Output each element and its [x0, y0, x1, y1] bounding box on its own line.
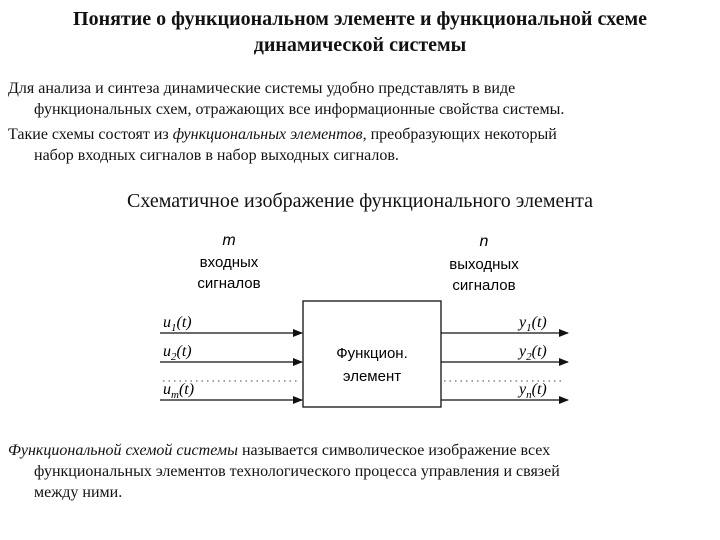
inputs-label-1: входных [199, 254, 259, 271]
outputs-count: n [479, 233, 489, 250]
inputs-label-2: сигналов [197, 275, 261, 292]
inputs-count: m [222, 232, 236, 249]
output-label-2: $y_2(t)$ [519, 343, 547, 363]
box-label-1: Функцион. [336, 345, 408, 362]
para2-term: функциональных элементов [172, 126, 363, 143]
paragraph-definition [8, 440, 708, 503]
para2-text-c: , преобразующих некоторый [362, 126, 557, 143]
para3-line3: между ними. [34, 484, 123, 501]
box-label-2: элемент [342, 368, 402, 385]
outputs-label-1: выходных [449, 256, 519, 273]
diagram-caption: Схематичное изображение функционального элемента [127, 190, 593, 212]
para2-text-a: Такие схемы состоят из [8, 126, 173, 143]
para3-term: Функциональной схемой системы [8, 442, 238, 459]
output-label-n: $y_n(t)$ [519, 381, 547, 401]
para1-line1: Для анализа и синтеза динамические системы удобно представлять в виде [8, 80, 516, 97]
input-label-m: $u_m(t)$ [163, 381, 195, 401]
output-label-1: $y_1(t)$ [519, 314, 547, 334]
para3-text-b: называется символическое изображение всех [237, 442, 551, 459]
input-label-1: $u_1(t)$ [163, 314, 192, 334]
para2-line2: набор входных сигналов в набор выходных сигналов. [34, 147, 399, 164]
input-label-2: $u_2(t)$ [163, 343, 192, 363]
outputs-label-2: сигналов [452, 277, 516, 294]
para3-line1 [8, 440, 708, 461]
title-line-1: Понятие о функциональном элементе и функциональной схеме [73, 8, 647, 30]
title-line-2: динамической системы [253, 34, 467, 56]
para3-line2: функциональных элементов технологического процесса управления и связей [34, 463, 560, 480]
para1-line2: функциональных схем, отражающих все информационные свойства системы. [34, 101, 565, 118]
